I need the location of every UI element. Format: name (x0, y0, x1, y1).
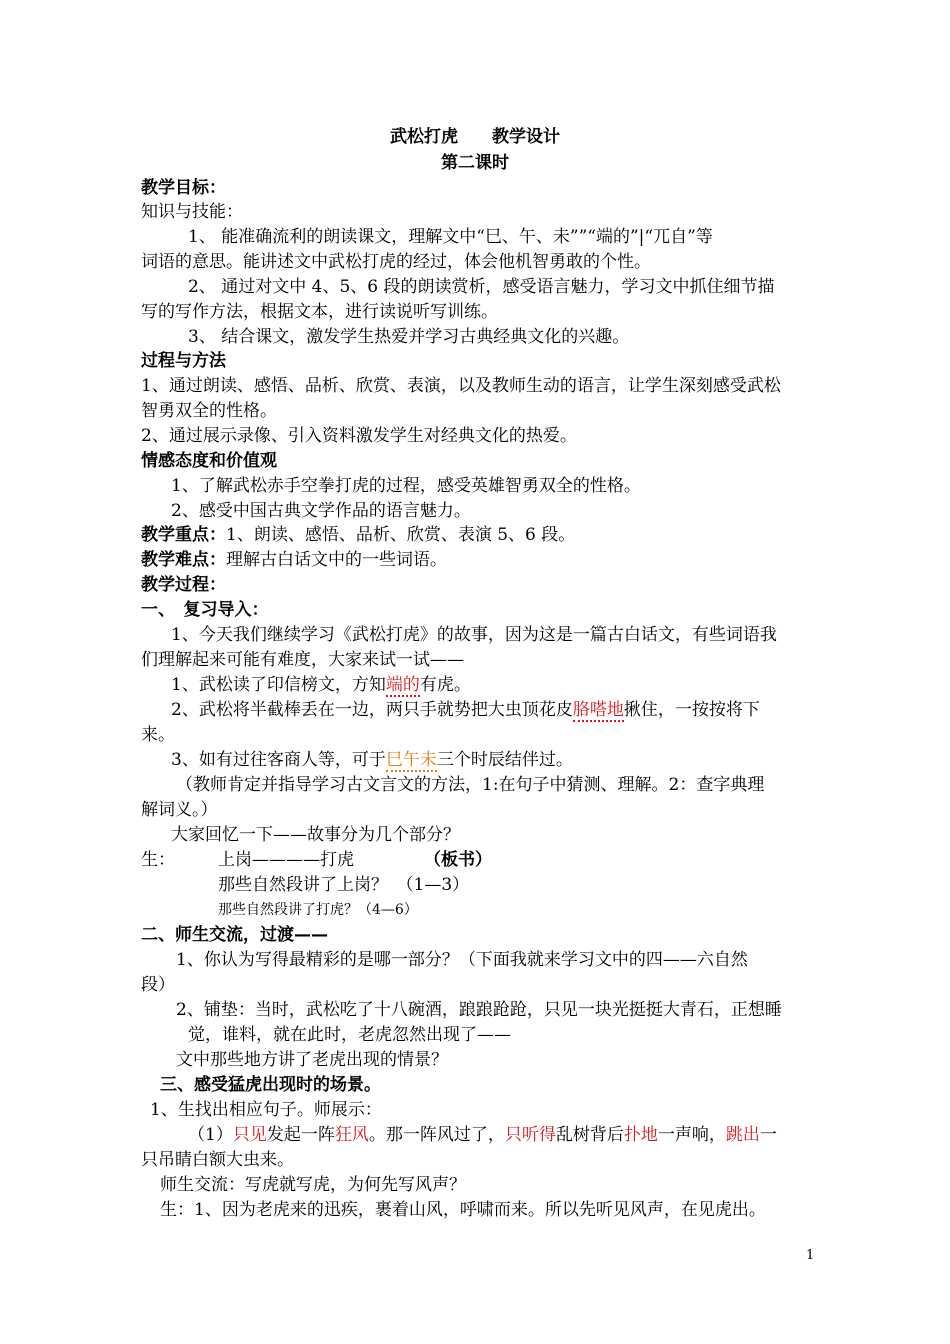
text-line: 词语的意思。能讲述文中武松打虎的经过，体会他机智勇敢的个性。 (141, 252, 651, 272)
text-line: 智勇双全的性格。 (141, 401, 277, 421)
text-line: 2、通过展示录像、引入资料激发学生对经典文化的热爱。 (141, 426, 577, 446)
highlight-word: 狂风 (334, 1125, 369, 1145)
text-run: 有虎。 (419, 675, 471, 695)
text-run: 。那一阵风过了， (368, 1125, 505, 1145)
text-run: 2、武松将半截棒丢在一边，两只手就势把大虫顶花皮 (171, 700, 573, 720)
text-line: 只吊睛白额大虫来。 (141, 1150, 294, 1170)
heading-objectives: 教学目标： (141, 178, 226, 198)
text-line: 们理解起来可能有难度，大家来试一试—— (141, 650, 464, 670)
example-sentence-1 (171, 674, 471, 696)
text-line: 1、通过朗读、感悟、品析、欣赏、表演，以及教师生动的语言，让学生深刻感受武松 (141, 376, 781, 396)
doc-subtitle: 第二课时 (441, 153, 509, 173)
highlight-word: 扑地 (623, 1125, 658, 1145)
highlight-word: 端的 (385, 675, 420, 695)
example-sentence-3 (171, 749, 573, 771)
board-note: （板书） (424, 850, 492, 870)
text-line: 那些自然段讲了打虎？（4—6） (218, 902, 418, 918)
example-quote (188, 1124, 777, 1146)
text-line: 文中那些地方讲了老虎出现的情景？ (176, 1050, 448, 1070)
text-line: 1、今天我们继续学习《武松打虎》的故事，因为这是一篇古白话文，有些词语我 (171, 625, 777, 645)
text-line: （教师肯定并指导学习古文言文的方法，1:在句子中猜测、理解。2：查字典理 (176, 775, 765, 795)
difficulties-line (141, 549, 447, 571)
text-line: 1、生找出相应句子。师展示： (150, 1100, 382, 1120)
section-two-heading: 二、师生交流，过渡—— (141, 925, 328, 945)
doc-title: 武松打虎 教学设计 (390, 127, 560, 147)
text-run: 乱树背后 (555, 1125, 624, 1145)
text-line: 师生交流：写虎就写虎，为何先写风声？ (160, 1175, 466, 1195)
text-line: 解词义。） (141, 800, 218, 820)
highlight-word: 只听得 (504, 1125, 556, 1145)
text-line: 3、 结合课文，激发学生热爱并学习古典经典文化的兴趣。 (188, 327, 630, 347)
text-line: 1、 能准确流利的朗读课文，理解文中“巳、午、未””“端的”|“兀自”等 (188, 227, 713, 247)
text-line: 来。 (141, 725, 175, 745)
text-line: 2、铺垫：当时，武松吃了十八碗酒，踉踉跄跄，只见一块光挺挺大青石，正想睡 (176, 1000, 782, 1020)
difficulties-label: 教学难点： (141, 550, 226, 570)
text-line: 2、 通过对文中 4、5、6 段的朗读赏析，感受语言魅力，学习文中抓住细节描 (188, 277, 775, 297)
page-number: 1 (806, 1248, 815, 1263)
text-run: 3、如有过往客商人等，可于 (171, 750, 386, 770)
heading-teaching-process: 教学过程： (141, 575, 226, 595)
student-label: 生： (141, 850, 175, 870)
text-line: 大家回忆一下——故事分为几个部分？ (171, 825, 460, 845)
text-run: 1、武松读了印信榜文，方知 (171, 675, 386, 695)
text-line: 2、感受中国古典文学作品的语言魅力。 (171, 501, 471, 521)
example-sentence-2 (171, 699, 760, 721)
text-line: 那些自然段讲了上岗？ （1—3） (218, 875, 470, 895)
text-line: 1、了解武松赤手空拳打虎的过程，感受英雄智勇双全的性格。 (171, 476, 641, 496)
highlight-word: 巳午未 (385, 750, 437, 770)
text-run: （1） (188, 1125, 233, 1145)
text-run: 三个时辰结伴过。 (436, 750, 573, 770)
key-points-text: 1、朗读、感悟、品析、欣赏、表演 5、6 段。 (226, 525, 576, 545)
text-run: 揪住，一按按将下 (623, 700, 760, 720)
highlight-word: 跳出 (725, 1125, 760, 1145)
board-outline: 上岗————打虎 (218, 850, 354, 870)
subheading-knowledge: 知识与技能： (141, 202, 243, 222)
text-line: 觉，谁料，就在此时，老虎忽然出现了—— (188, 1025, 511, 1045)
text-line: 写的写作方法，根据文本，进行读说听写训练。 (141, 302, 498, 322)
heading-emotion: 情感态度和价值观 (141, 451, 277, 471)
section-one-heading: 一、 复习导入： (141, 600, 269, 620)
highlight-word: 只见 (232, 1125, 267, 1145)
text-run: 一 (759, 1125, 777, 1145)
text-run: 一声响， (657, 1125, 726, 1145)
difficulties-text: 理解古白话文中的一些词语。 (226, 550, 447, 570)
heading-process-method: 过程与方法 (141, 351, 226, 371)
text-line: 段） (141, 975, 175, 995)
key-points-line (141, 524, 575, 546)
section-three-heading: 三、感受猛虎出现时的场景。 (160, 1075, 381, 1095)
text-line: 1、你认为写得最精彩的是哪一部分？（下面我就来学习文中的四——六自然 (176, 950, 748, 970)
text-line: 生：1、因为老虎来的迅疾，裹着山风，呼啸而来。所以先听见风声，在见虎出。 (160, 1200, 766, 1220)
highlight-word: 胳嗒地 (572, 700, 624, 720)
key-points-label: 教学重点： (141, 525, 226, 545)
text-run: 发起一阵 (266, 1125, 335, 1145)
